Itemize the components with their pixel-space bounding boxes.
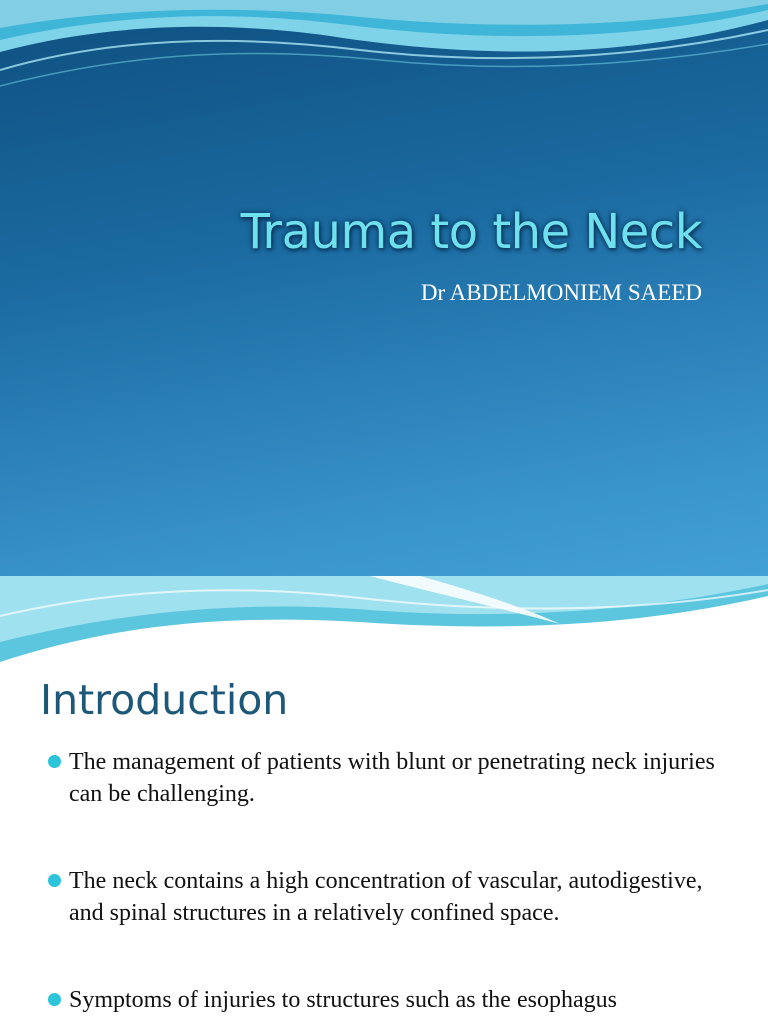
slide-heading: Introduction [40,676,289,724]
bullet-text: The management of patients with blunt or penetrating neck injuries can be challenging. [69,749,715,807]
wave-decoration [0,576,768,666]
introduction-slide [0,576,768,1024]
wave-decoration [0,0,768,100]
bullet-dot-icon [48,874,61,887]
bullet-list [48,746,728,1024]
bullet-item [48,865,728,929]
bullet-item [48,984,728,1016]
slide-subtitle: Dr ABDELMONIEM SAEED [420,280,702,305]
bullet-dot-icon [48,993,61,1006]
bullet-item [48,746,728,810]
bullet-text: Symptoms of injuries to structures such as the esophagus [69,987,617,1013]
bullet-dot-icon [48,755,61,768]
slide-title: Trauma to the Neck [240,204,702,260]
bullet-text: The neck contains a high concentration of vascular, autodigestive, and spinal structures in a relatively confined space. [69,868,703,926]
